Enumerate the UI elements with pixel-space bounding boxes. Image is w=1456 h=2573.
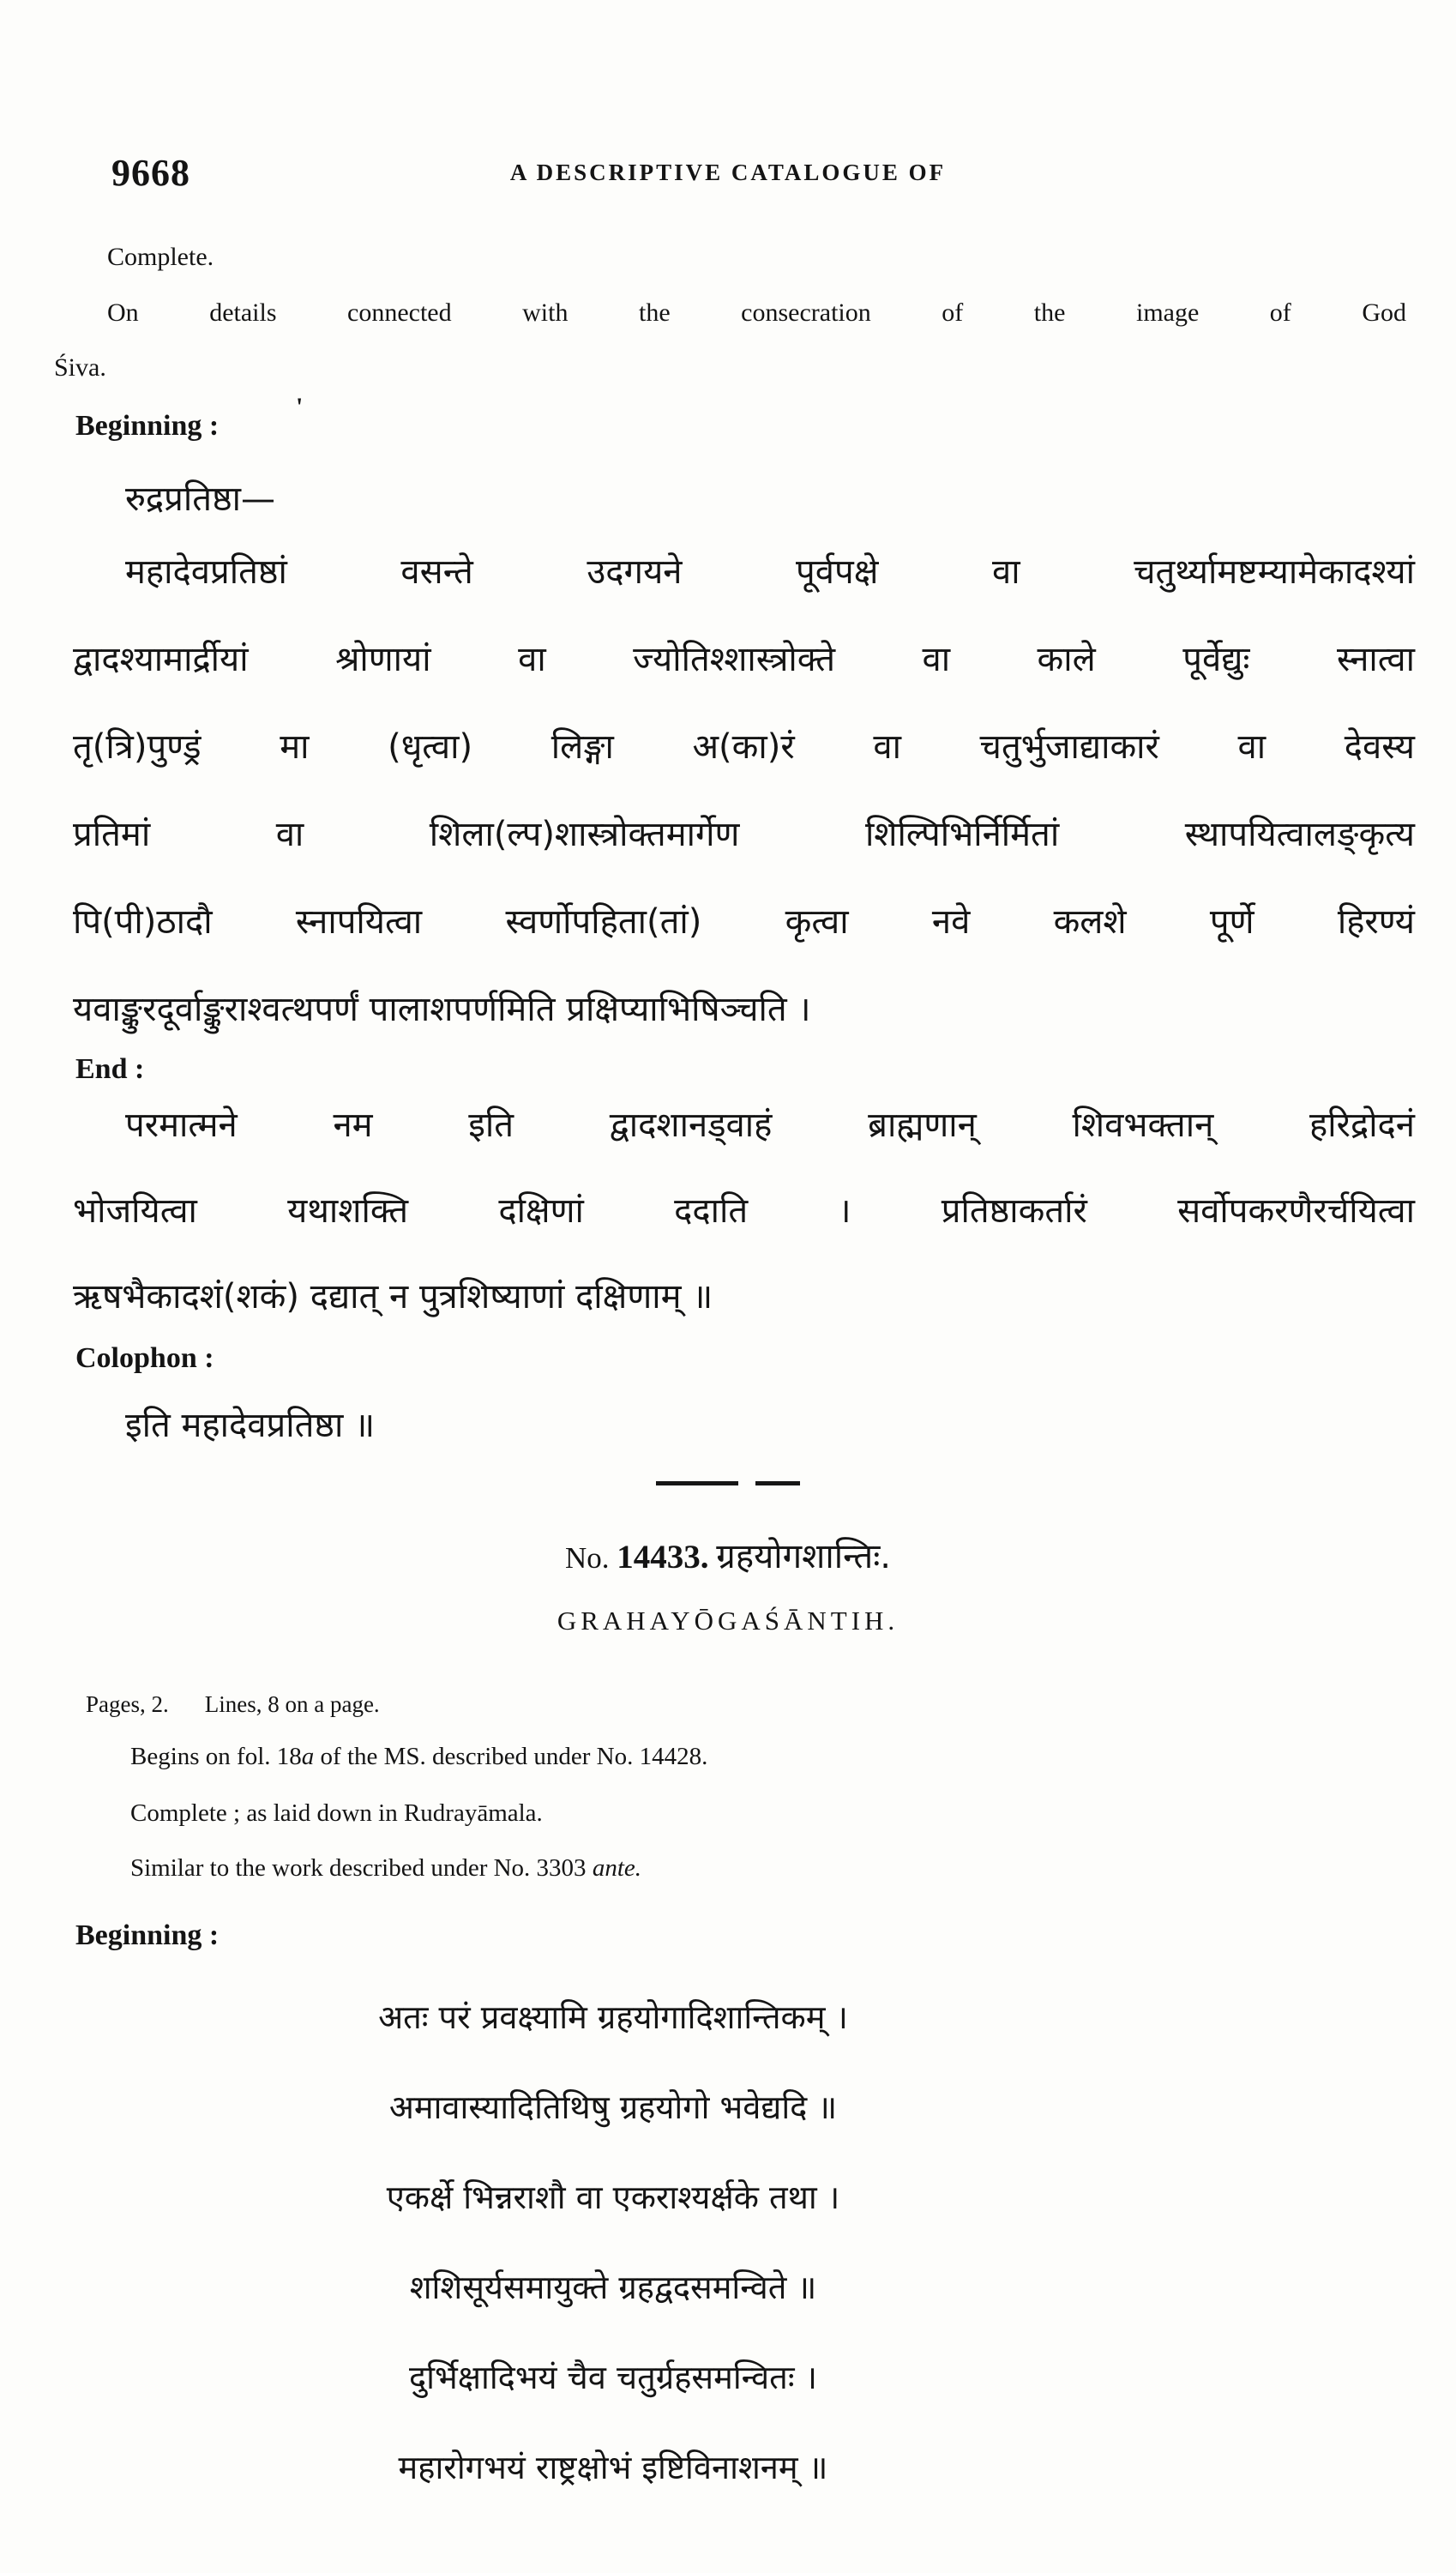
subject-line-2: Śiva. <box>54 353 106 382</box>
note-complete: Complete ; as laid down in Rudrayāmala. <box>130 1799 543 1827</box>
section-divider <box>0 1481 1456 1485</box>
folio-letter: a <box>301 1743 315 1770</box>
entry-title-roman: GRAHAYŌGAŚĀNTIH. <box>557 1606 899 1636</box>
verse-line: दुर्भिक्षादिभयं चैव चतुर्ग्रहसमन्वितः । <box>409 2359 817 2396</box>
verse-line: अमावास्यादितिथिषु ग्रहयोगो भवेद्यदि ॥ <box>388 2088 838 2126</box>
divider-dash-short <box>755 1481 800 1485</box>
note-begins-text: Begins on fol. 18 <box>130 1743 302 1770</box>
colophon-label: Colophon : <box>75 1342 214 1374</box>
beginning-line: यवाङ्कुरदूर्वाङ्कुराश्वत्थपर्णं पालाशपर्णमिति प्रक्षिप्याभिषिञ्चति । <box>73 990 811 1029</box>
beginning-line: प्रतिमां वा शिला(ल्प)शास्त्रोक्तमार्गेण शिल्पिभिर्निर्मितां स्थापयित्वालङ्कृत्य <box>73 815 1415 854</box>
entry-number-prefix: No. <box>565 1541 610 1575</box>
end-label: End : <box>75 1053 145 1085</box>
pages-info: Pages, 2. <box>86 1691 169 1717</box>
ante-word: ante. <box>592 1854 641 1882</box>
lines-info: Lines, 8 on a page. <box>204 1691 380 1717</box>
sanskrit-opening: रुद्रप्रतिष्ठा— <box>125 479 275 519</box>
divider-dash-long <box>656 1481 738 1485</box>
note-similar-text: Similar to the work described under No. 3303 <box>130 1854 593 1882</box>
entry-heading <box>0 1531 1456 1578</box>
stray-mark: ' <box>296 393 304 421</box>
note-similar <box>130 1854 641 1883</box>
subject-line-1: On details connected with the consecration of the image of God <box>107 298 1406 327</box>
note-begins <box>130 1743 707 1771</box>
verse-line: महारोगभयं राष्ट्रक्षोभं इष्टिविनाशनम् ॥ <box>398 2449 828 2486</box>
beginning-line: महादेवप्रतिष्ठां वसन्ते उदगयने पूर्वपक्षे वा चतुर्थ्यामष्टम्यामेकादश्यां <box>125 552 1415 592</box>
beginning-line: पि(पी)ठादौ स्नापयित्वा स्वर्णोपहिता(तां) कृत्वा नवे कलशे पूर्णे हिरण्यं <box>73 902 1415 942</box>
note-begins-rest: of the MS. described under No. 14428. <box>314 1743 708 1770</box>
beginning-label-2: Beginning : <box>75 1919 220 1951</box>
end-line: ऋषभैकादशं(शकं) दद्यात् न पुत्रशिष्याणां दक्षिणाम् ॥ <box>73 1277 713 1317</box>
entry-number: 14433. <box>617 1539 709 1576</box>
verse-line: एकर्क्षे भिन्नराशौ वा एकराश्यर्क्षके तथा । <box>386 2178 840 2216</box>
end-line: परमात्मने नम इति द्वादशानड्वाहं ब्राह्मणान् शिवभक्तान् हरिद्रोदनं <box>125 1106 1415 1145</box>
colophon-text: इति महादेवप्रतिष्ठा ॥ <box>125 1406 376 1445</box>
beginning-line: तृ(त्रि)पुण्ड्रं मा (धृत्वा) लिङ्गा अ(का)रं वा चतुर्भुजाद्याकारं वा देवस्य <box>73 727 1415 767</box>
verse-line: अतः परं प्रवक्ष्यामि ग्रहयोगादिशान्तिकम् । <box>378 1998 848 2036</box>
pages-lines-info <box>86 1691 380 1718</box>
running-header: A DESCRIPTIVE CATALOGUE OF <box>509 160 947 185</box>
end-line: भोजयित्वा यथाशक्ति दक्षिणां ददाति । प्रतिष्ठाकर्तारं सर्वोपकरणैरर्चयित्वा <box>73 1191 1415 1231</box>
beginning-label: Beginning : <box>75 410 220 442</box>
verse-line: शशिसूर्यसमायुक्ते ग्रहद्वदसमन्विते ॥ <box>409 2269 817 2306</box>
completeness-note: Complete. <box>107 243 214 271</box>
beginning-line: द्वादश्यामार्द्रीयां श्रोणायां वा ज्योतिश्शास्त्रोक्ते वा काले पूर्वेद्युः स्नात्वा <box>73 640 1415 679</box>
entry-title-devanagari: ग्रहयोगशान्तिः. <box>716 1537 891 1576</box>
page-number: 9668 <box>111 152 190 194</box>
